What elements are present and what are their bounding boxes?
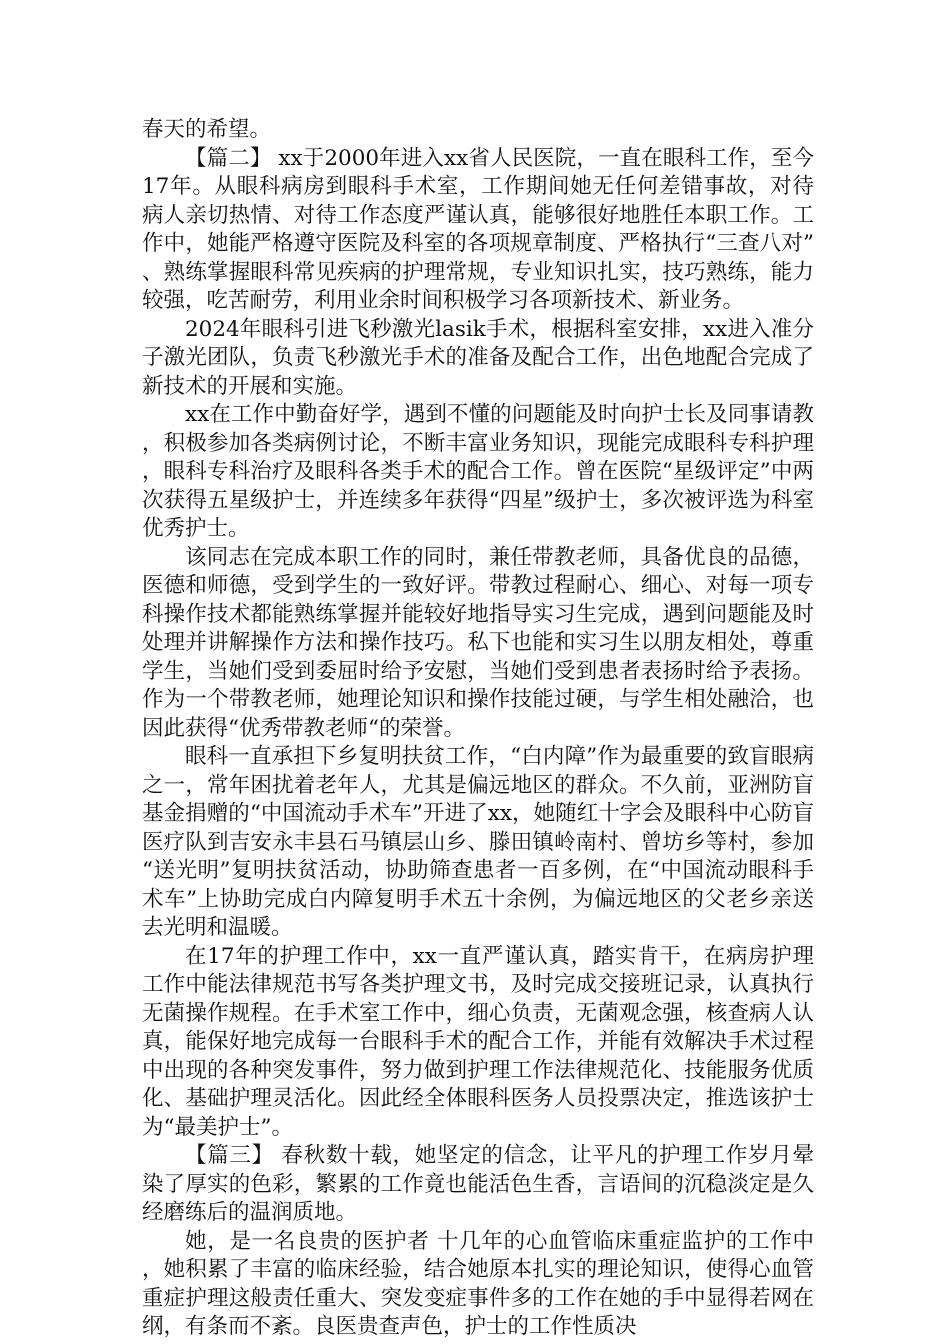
paragraph-part-two-intro: 【篇二】 xx于2000年进入xx省人民医院，一直在眼科工作，至今17年。从眼科病房到眼科手术室，工作期间她无任何差错事故，对待病人亲切热情、对待工作态度严谨认真，能够很好地胜任本职工作。工作中，她能严格遵守医院及科室的各项规章制度、严格执行“三查八对”、熟练掌握眼科常见疾病的护理常规，专业知识扎实，技巧熟练，能力较强，吃苦耐劳，利用业余时间积极学习各项新技术、新业务。 [142,145,814,313]
paragraph-diligent-study: xx在工作中勤奋好学，遇到不懂的问题能及时向护士长及同事请教，积极参加各类病例讨论，不断丰富业务知识，现能完成眼科专科护理，眼科专科治疗及眼科各类手术的配合工作。曾在医院“星级评定”中两次获得五星级护士，并连续多年获得“四星”级护士，多次被评选为科室优秀护士。 [142,402,814,541]
paragraph-poverty-relief: 眼科一直承担下乡复明扶贫工作，“白内障”作为最重要的致盲眼病之一，常年困扰着老年人，尤其是偏远地区的群众。不久前，亚洲防盲基金捐赠的“中国流动手术车”开进了xx，她随红十字会及眼科中心防盲医疗队到吉安永丰县石马镇层山乡、滕田镇岭南村、曾坊乡等村，参加“送光明”复明扶贫活动，协助筛查患者一百多例，在“中国流动眼科手术车”上协助完成白内障复明手术五十余例，为偏远地区的父老乡亲送去光明和温暖。 [142,744,814,940]
paragraph-seventeen-years: 在17年的护理工作中，xx一直严谨认真，踏实肯干，在病房护理工作中能法律规范书写各类护理文书，及时完成交接班记录，认真执行无菌操作规程。在手术室工作中，细心负责，无菌观念强，核查病人认真，能保好地完成每一台眼科手术的配合工作，并能有效解决手术过程中出现的各种突发事件，努力做到护理工作法律规范化、技能服务优质化、基础护理灵活化。因此经全体眼科医务人员投票决定，推选该护士为“最美护士”。 [142,943,814,1140]
paragraph-cardiovascular-care: 她，是一名良贵的医护者 十几年的心血管临床重症监护的工作中，她积累了丰富的临床经验，结合她原本扎实的理论知识，使得心血管重症护理这般责任重大、突发变症事件多的工作在她的手中显得若网在纲，有条而不紊。良医贵查声色，护士的工作性质决 [142,1228,814,1339]
paragraph-part-three-intro: 【篇三】 春秋数十载，她坚定的信念，让平凡的护理工作岁月晕染了厚实的色彩，繁累的工作竟也能活色生香，言语间的沉稳淡定是久经磨练后的温润质地。 [142,1143,814,1225]
paragraph-femtosecond-laser: 2024年眼科引进飞秒激光lasik手术，根据科室安排，xx进入准分子激光团队，负责飞秒激光手术的准备及配合工作，出色地配合完成了新技术的开展和实施。 [142,316,814,399]
paragraph-teaching: 该同志在完成本职工作的同时，兼任带教老师，具备优良的品德，医德和师德，受到学生的一致好评。带教过程耐心、细心、对每一项专科操作技术都能熟练掌握并能较好地指导实习生完成，遇到问题能及时处理并讲解操作方法和操作技巧。私下也能和实习生以朋友相处，尊重学生，当她们受到委屈时给予安慰，当她们受到患者表扬时给予表扬。作为一个带教老师，她理论知识和操作技能过硬，与学生相处融洽，也因此获得“优秀带教老师“的荣誉。 [142,544,814,741]
document-page [142,116,814,1342]
paragraph-continuation: 春天的希望。 [142,117,272,142]
